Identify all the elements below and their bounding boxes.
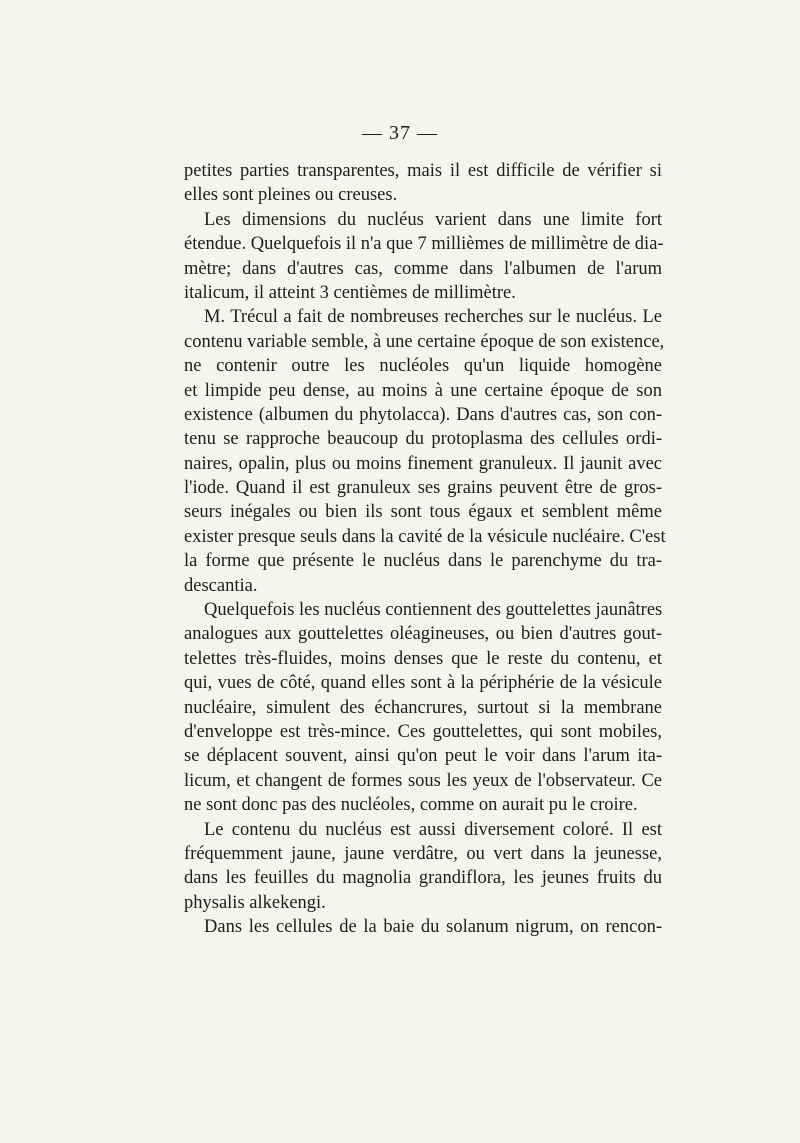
text-line: qui, vues de côté, quand elles sont à la périphérie de la vésicule xyxy=(184,673,662,694)
body-text xyxy=(184,159,666,940)
text-line: analogues aux gouttelettes oléagineuses, ou bien d'autres gout- xyxy=(184,624,662,645)
text-line: tenu se rapproche beaucoup du protoplasma des cellules ordi- xyxy=(184,429,662,450)
text-line: d'enveloppe est très-mince. Ces gouttelettes, qui sont mobiles, xyxy=(184,721,662,742)
text-line: et limpide peu dense, au moins à une certaine époque de son xyxy=(184,380,662,401)
text-line: mètre; dans d'autres cas, comme dans l'albumen de l'arum xyxy=(184,258,662,279)
text-line: fréquemment jaune, jaune verdâtre, ou vert dans la jeunesse, xyxy=(184,843,662,864)
text-line: Quelquefois les nucléus contiennent des gouttelettes jaunâtres xyxy=(204,600,663,621)
text-line: l'iode. Quand il est granuleux ses grains peuvent être de gros- xyxy=(184,478,662,499)
text-line: telettes très-fluides, moins denses que le reste du contenu, et xyxy=(184,648,662,669)
text-line: physalis alkekengi. xyxy=(184,892,326,913)
text-line: elles sont pleines ou creuses. xyxy=(184,185,398,206)
text-line: naires, opalin, plus ou moins finement granuleux. Il jaunit avec xyxy=(184,453,662,474)
text-line: italicum, il atteint 3 centièmes de millimètre. xyxy=(184,282,516,303)
text-line: dans les feuilles du magnolia grandiflora, les jeunes fruits du xyxy=(184,868,662,889)
text-line: existence (albumen du phytolacca). Dans d'autres cas, son con- xyxy=(184,404,662,425)
text-line: contenu variable semble, à une certaine époque de son existence, xyxy=(184,331,665,352)
text-line: Dans les cellules de la baie du solanum nigrum, on rencon- xyxy=(204,917,662,938)
text-line: étendue. Quelquefois il n'a que 7 millièmes de millimètre de dia- xyxy=(184,234,664,255)
text-line: Le contenu du nucléus est aussi diversement coloré. Il est xyxy=(204,819,662,840)
text-line: Les dimensions du nucléus varient dans une limite fort xyxy=(204,209,662,230)
text-line: descantia. xyxy=(184,575,258,596)
text-line: seurs inégales ou bien ils sont tous égaux et semblent même xyxy=(184,502,662,523)
page-number: — 37 — xyxy=(362,122,438,144)
text-line: se déplacent souvent, ainsi qu'on peut le voir dans l'arum ita- xyxy=(184,746,662,767)
text-line: nucléaire, simulent des échancrures, surtout si la membrane xyxy=(184,697,662,718)
text-line: exister presque seuls dans la cavité de la vésicule nucléaire. C'est xyxy=(184,526,666,547)
text-line: ne sont donc pas des nucléoles, comme on aurait pu le croire. xyxy=(184,795,638,816)
text-line: M. Trécul a fait de nombreuses recherches sur le nucléus. Le xyxy=(204,307,662,328)
text-line: petites parties transparentes, mais il est difficile de vérifier si xyxy=(184,161,662,181)
text-line: la forme que présente le nucléus dans le parenchyme du tra- xyxy=(184,551,662,572)
text-line: ne contenir outre les nucléoles qu'un liquide homogène xyxy=(184,356,662,377)
text-line: licum, et changent de formes sous les yeux de l'observateur. Ce xyxy=(184,770,662,791)
